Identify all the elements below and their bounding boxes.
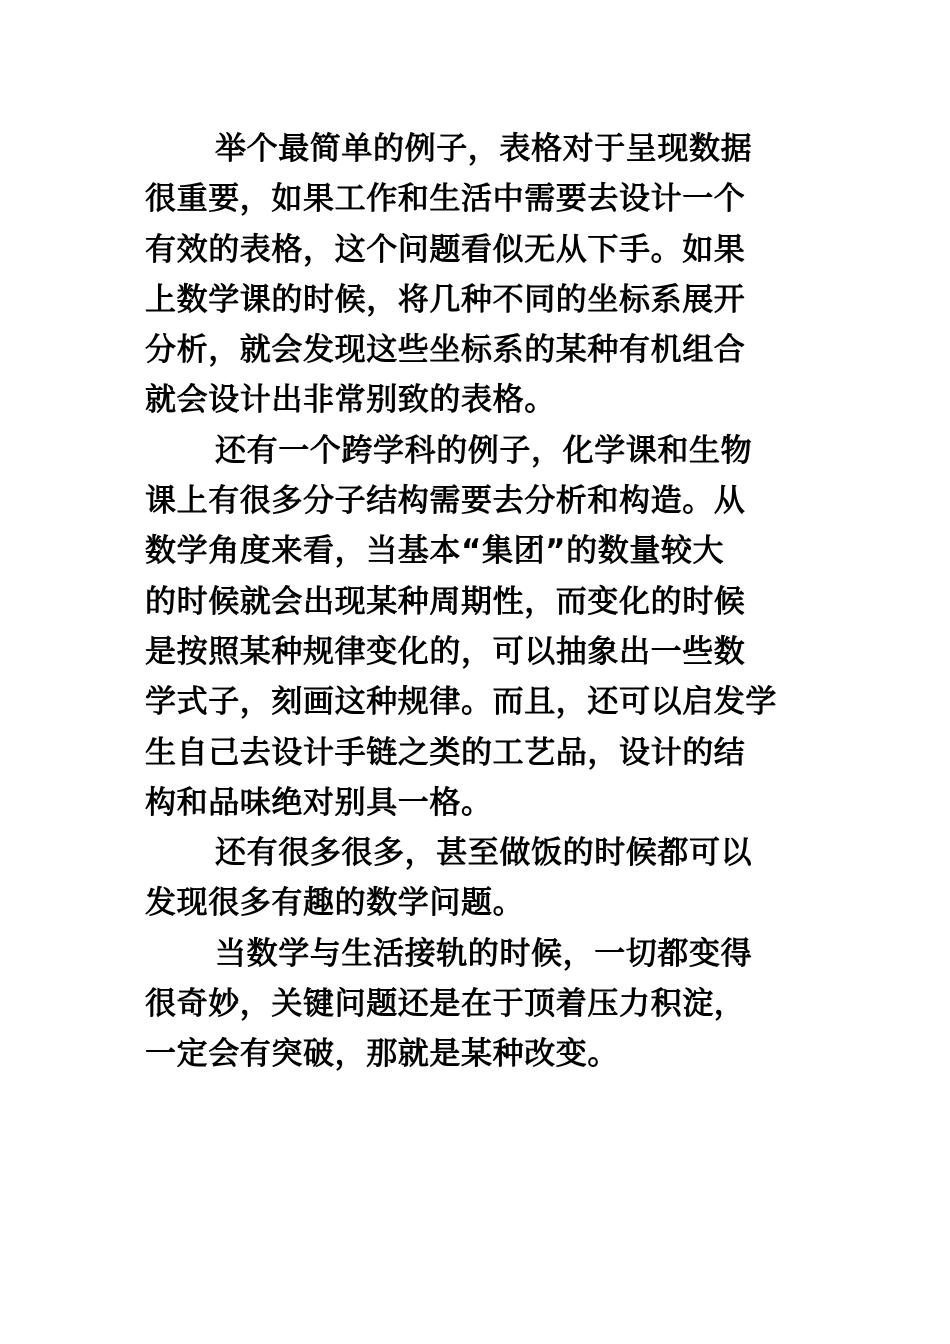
paragraph-line: 学式子，刻画这种规律。而且，还可以启发学 [145, 684, 777, 721]
paragraph-line: 很重要，如果工作和生活中需要去设计一个 [145, 181, 746, 218]
paragraph-line: 举个最简单的例子，表格对于呈现数据 [215, 131, 753, 167]
paragraph-line: 的时候就会出现某种周期性，而变化的时候 [145, 583, 746, 620]
paragraph-4 [145, 929, 810, 1080]
paragraph-line: 分析，就会发现这些坐标系的某种有机组合 [145, 332, 746, 369]
paragraph-line: 课上有很多分子结构需要去分析和构造。从 [145, 483, 746, 520]
paragraph-3 [145, 828, 810, 929]
paragraph-line: 发现很多有趣的数学问题。 [145, 885, 525, 922]
paragraph-line: 构和品味绝对别具一格。 [145, 784, 493, 821]
paragraph-line: 很奇妙，关键问题还是在于顶着压力积淀， [145, 986, 746, 1023]
paragraph-line: 还有一个跨学科的例子，化学课和生物 [215, 432, 753, 469]
paragraph-line: 当数学与生活接轨的时候，一切都变得 [215, 935, 753, 972]
paragraph-line: 有效的表格，这个问题看似无从下手。如果 [145, 231, 746, 268]
paragraph-1 [145, 124, 810, 426]
paragraph-2 [145, 426, 810, 828]
paragraph-line: 上数学课的时候，将几种不同的坐标系展开 [145, 281, 746, 318]
paragraph-line: 生自己去设计手链之类的工艺品，设计的结 [145, 734, 746, 771]
paragraph-line: 数学角度来看，当基本“集团”的数量较大 [145, 533, 725, 570]
paragraph-line: 是按照某种规律变化的，可以抽象出一些数 [145, 633, 746, 670]
paragraph-line: 一定会有突破，那就是某种改变。 [145, 1036, 619, 1073]
document-body [145, 124, 810, 1080]
paragraph-line: 还有很多很多，甚至做饭的时候都可以 [215, 835, 753, 872]
paragraph-line: 就会设计出非常别致的表格。 [145, 382, 556, 419]
